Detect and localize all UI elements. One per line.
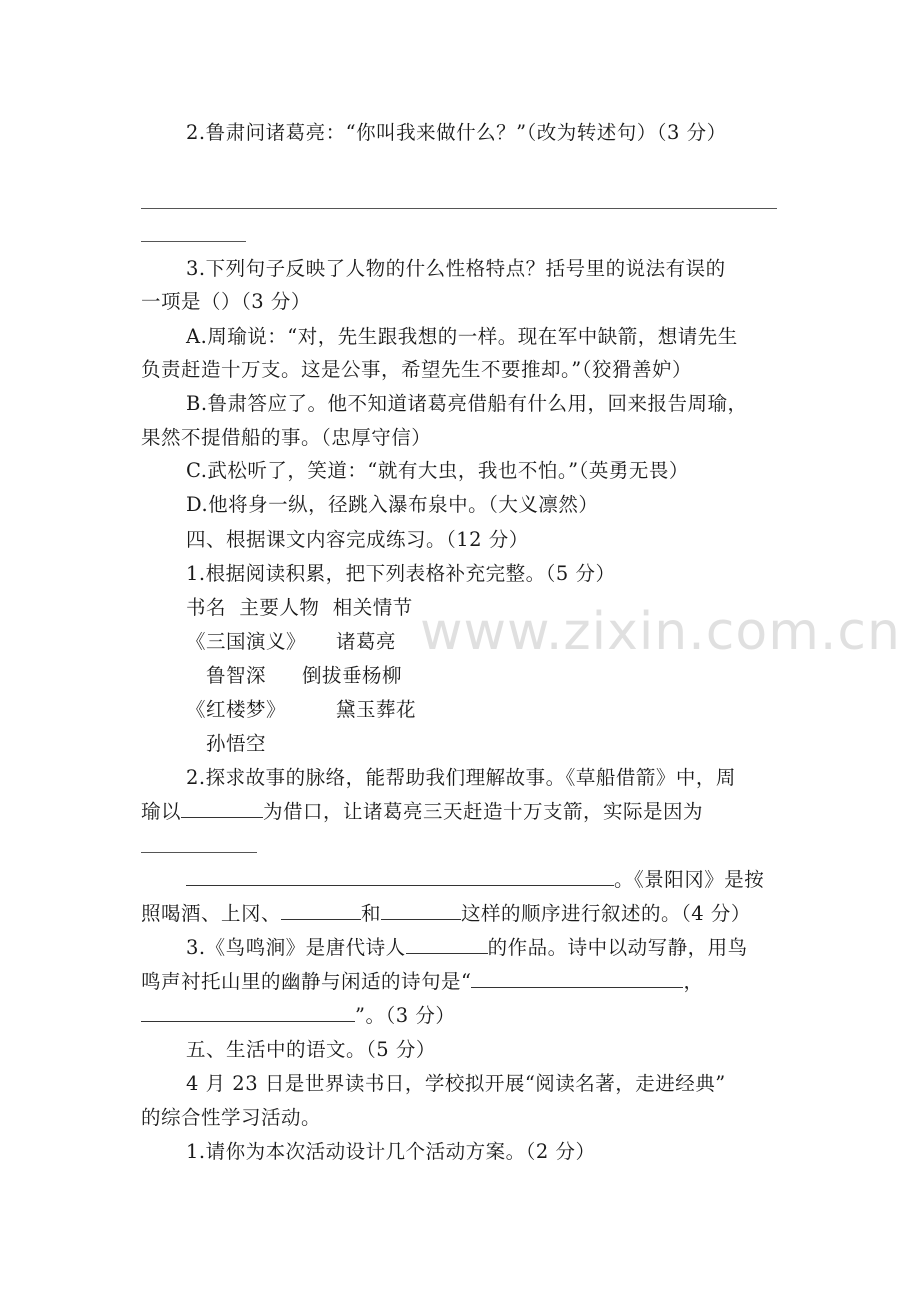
table-row3-plot: 黛玉葬花 <box>336 698 417 721</box>
answer-line <box>141 208 777 209</box>
q2-text-b: 为借口，让诸葛亮三天赶造十万支箭，实际是因为 <box>263 800 704 823</box>
fill-blank[interactable] <box>406 935 488 954</box>
option-a-line2: 负责赶造十万支。这是公事，希望先生不要推却。”（狡猾善妒） <box>141 358 692 381</box>
q3-text-c: 鸣声衬托山里的幽静与闲适的诗句是“ <box>141 970 472 993</box>
option-b-line1: B.鲁肃答应了。他不知道诸葛亮借船有什么用，回来报告周瑜， <box>186 392 748 415</box>
fill-blank[interactable] <box>186 867 614 886</box>
section-4-heading: 四、根据课文内容完成练习。（12 分） <box>186 528 529 551</box>
section-4-question-3-line3 <box>141 1003 455 1029</box>
section-4-question-3-line1 <box>186 935 748 961</box>
section-4-question-2-line2 <box>141 799 703 825</box>
section-5-intro-line1: 4 月 23 日是世界读书日，学校拟开展“阅读名著，走进经典” <box>186 1072 726 1095</box>
option-b-line2: 果然不提借船的事。（忠厚守信） <box>141 426 432 449</box>
fill-blank[interactable] <box>181 799 263 818</box>
fill-blank[interactable] <box>471 969 683 988</box>
fill-blank[interactable] <box>381 901 461 920</box>
section-4-question-2-line4 <box>186 867 764 893</box>
table-row2-person: 鲁智深 <box>206 664 267 687</box>
answer-line-short <box>141 241 246 242</box>
option-d: D.他将身一纵，径跳入瀑布泉中。（大义凛然） <box>186 493 599 516</box>
question-3-line1: 3.下列句子反映了人物的什么性格特点？括号里的说法有误的 <box>186 257 726 280</box>
section-4-question-1: 1.根据阅读积累，把下列表格补充完整。（5 分） <box>186 562 616 585</box>
section-4-question-3-line2 <box>141 969 704 995</box>
question-2-rewrite: 2.鲁肃问诸葛亮：“你叫我来做什么？”（改为转述句）（3 分） <box>186 121 727 144</box>
q3-text-b: 的作品。诗中以动写静，用鸟 <box>487 936 748 959</box>
q2-text-c: 照喝酒、上冈、 <box>141 902 282 925</box>
section-5-question-1: 1.请你为本次活动设计几个活动方案。（2 分） <box>186 1140 596 1163</box>
q2-text-d: 这样的顺序进行叙述的。（4 分） <box>461 902 751 925</box>
table-row1-book: 《三国演义》 <box>186 630 307 653</box>
q2-text-a: 瑜以 <box>141 800 182 823</box>
table-row4-person: 孙悟空 <box>206 732 267 755</box>
q3-text-a: 3.《鸟鸣涧》是唐代诗人 <box>186 936 406 959</box>
q2-text-and: 和 <box>361 902 382 925</box>
section-5-heading: 五、生活中的语文。（5 分） <box>186 1038 436 1061</box>
table-row2-plot: 倒拔垂杨柳 <box>302 664 403 687</box>
section-5-intro-line2: 的综合性学习活动。 <box>141 1106 322 1129</box>
table-header: 书名 主要人物 相关情节 <box>186 596 413 619</box>
section-4-question-2-line5 <box>141 901 751 927</box>
fill-blank[interactable] <box>281 901 361 920</box>
q2-text-jingyanggang: 。《景阳冈》是按 <box>614 868 765 891</box>
table-row1-person: 诸葛亮 <box>336 630 397 653</box>
q3-text-d: ”。（3 分） <box>355 1004 456 1027</box>
question-3-line2: 一项是（）（3 分） <box>141 290 311 313</box>
fill-blank-line[interactable] <box>141 852 257 853</box>
fill-blank[interactable] <box>141 1003 355 1022</box>
q3-text-comma: ， <box>683 970 704 993</box>
table-row3-book: 《红楼梦》 <box>186 698 287 721</box>
watermark: www.zixin.com.cn <box>420 602 901 662</box>
section-4-question-2-line1: 2.探求故事的脉络，能帮助我们理解故事。《草船借箭》中，周 <box>186 766 736 789</box>
option-c: C.武松听了，笑道：“就有大虫，我也不怕。”（英勇无畏） <box>186 459 689 482</box>
option-a-line1: A.周瑜说：“对，先生跟我想的一样。现在军中缺箭，想请先生 <box>186 325 738 348</box>
